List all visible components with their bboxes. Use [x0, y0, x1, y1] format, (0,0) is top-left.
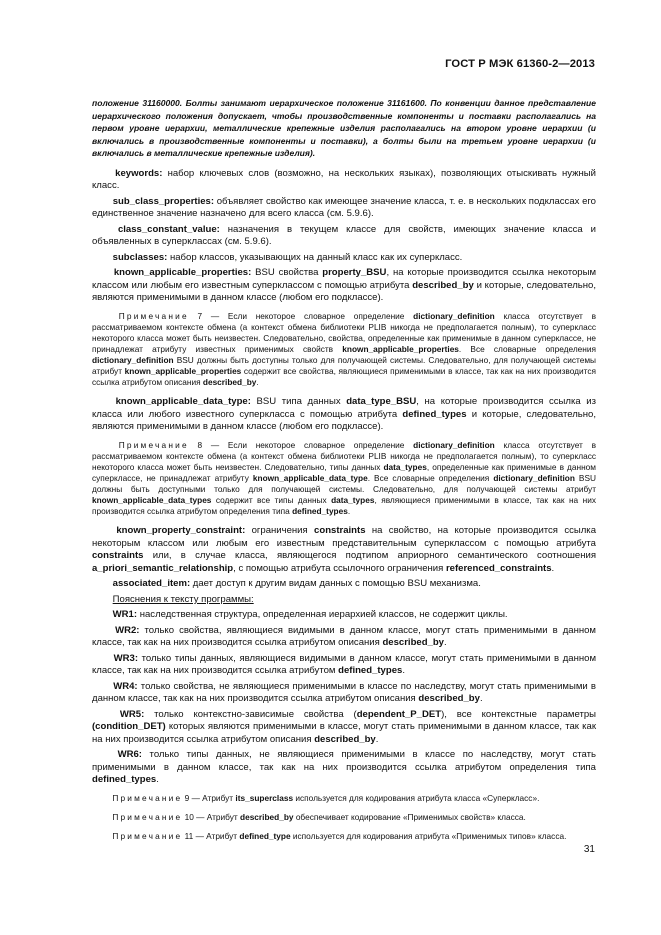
- rule-label: WR4:: [113, 680, 138, 692]
- note-10: [92, 812, 596, 823]
- code-term: a_priori_semantic_relationship: [92, 562, 234, 574]
- term-sub-class-properties: sub_class_properties:: [112, 195, 215, 207]
- text: только типы данных, не являющиеся применимыми в классе по наследству, могут стать применимыми в данном классе, так как на них производится ссылка атрибутом определения типа: [92, 749, 596, 773]
- definition-sub-class-properties: [92, 196, 596, 221]
- code-term: its_superclass: [235, 792, 294, 803]
- term-known-applicable-data-type: known_applicable_data_type:: [115, 396, 251, 408]
- definition-associated-item: [92, 578, 596, 591]
- note-label: Примечание: [118, 439, 189, 450]
- code-term: constraints: [314, 525, 366, 537]
- note-label: Примечание: [112, 831, 183, 841]
- code-term: dictionary_definition: [413, 439, 495, 450]
- note-label: Примечание: [118, 310, 189, 321]
- rule-label: WR5:: [119, 708, 145, 720]
- text: используется для кодирования атрибута «Применимых типов» класса.: [290, 831, 567, 841]
- code-term: described_by: [418, 693, 480, 705]
- term-known-applicable-properties: known_applicable_properties:: [113, 267, 252, 278]
- text: BSU должны быть доступными только для получающей системы. Следовательно, для получающей системы атрибут: [92, 472, 596, 495]
- code-term: data_types: [383, 461, 427, 472]
- text: , определенные как применимые в данном суперклассе, не принадлежат атрибуту: [92, 461, 596, 483]
- term-class-constant-value: class_constant_value:: [117, 223, 220, 235]
- code-term: defined_types: [92, 774, 157, 786]
- text: класса отсутствует в рассматриваемом контексте обмена (а контекст обмена библиотеки PLIB никогда не предполагается полным), то суперкласс некоторого класса может быть неизвестен. Следовательно, свойства, определенные как применимые в данном суперклассе, не принадлежат атрибуту известных применимых свойств: [92, 310, 596, 354]
- definition-known-applicable-data-type: [92, 396, 596, 434]
- text: 11 — Атрибут: [182, 831, 240, 841]
- code-term: referenced_constraints: [445, 562, 552, 574]
- text: .: [156, 774, 159, 786]
- definition-class-constant-value: [92, 224, 596, 249]
- text: только контекстно-зависимые свойства (: [144, 708, 357, 720]
- text: .: [444, 637, 447, 649]
- text: ), все контекстные параметры: [441, 708, 596, 720]
- page-number: 31: [583, 844, 595, 855]
- definition-subclasses: [92, 252, 596, 265]
- text: и которые, следовательно, являются применимыми в данном классе (любом его подклассе).: [92, 408, 596, 433]
- code-term: described_by: [202, 377, 257, 388]
- text: BSU свойства: [251, 267, 323, 278]
- code-term: defined_types: [402, 408, 467, 420]
- text: ограничения: [245, 525, 315, 537]
- code-term: described_by: [382, 637, 444, 649]
- note-label: Примечание: [112, 811, 183, 822]
- page-content: [92, 97, 596, 850]
- code-term: dictionary_definition: [92, 354, 174, 365]
- definition-known-property-constraint: [92, 525, 596, 575]
- code-term: data_type_BSU: [346, 396, 417, 408]
- standard-code-header: ГОСТ Р МЭК 61360-2—2013: [445, 58, 595, 70]
- text: .: [347, 506, 351, 517]
- code-term: data_types: [331, 495, 375, 506]
- text: содержит все свойства, являющиеся применимыми в классе, так как на них производится ссылка атрибутом описания: [92, 365, 596, 388]
- note-11: [92, 831, 596, 842]
- rule-wr1: [92, 609, 596, 622]
- note-7: [92, 311, 596, 389]
- text-class-constant-value: назначения в текущем классе для свойств, имеющих значение класса и объявленных в суперклассах (см. 5.9.6).: [92, 223, 596, 247]
- rule-wr3: [92, 653, 596, 678]
- text: обеспечивает кодирование «Применимых свойств» класса.: [293, 811, 526, 822]
- text: класса отсутствует в рассматриваемом контексте обмена (а контекст обмена библиотеки PLIB никогда не предполагается полным), то суперкласс некоторого класса может быть неизвестен. Следовательно, типы данных: [92, 439, 596, 472]
- term-keywords: keywords:: [115, 167, 163, 179]
- code-term: known_applicable_properties: [124, 365, 242, 376]
- term-known-property-constraint: known_property_constraint:: [116, 525, 246, 537]
- text: и которые, следовательно, являются применимыми в данном классе (любом его подклассе).: [92, 279, 596, 303]
- text: .: [375, 733, 379, 745]
- code-term: known_applicable_properties: [342, 343, 459, 354]
- code-term: described_by: [412, 279, 474, 291]
- text: 8 — Если некоторое словарное определение: [188, 439, 414, 450]
- text: 10 — Атрибут: [182, 811, 241, 822]
- text: наследственная структура, определенная иерархией классов, не содержит циклы.: [137, 609, 508, 621]
- text: только свойства, являющиеся видимыми в данном классе, могут стать применимыми в данном классе, так как на них производится ссылка атрибутом описания: [92, 624, 597, 649]
- explanation-heading-text: Пояснения к тексту программы:: [112, 593, 254, 605]
- note-9: [92, 793, 596, 804]
- code-term: dependent_P_DET: [356, 708, 442, 720]
- code-term: described_by: [240, 811, 294, 822]
- text: , на которые производится ссылка из класса или любого известного суперкласса с помощью атрибута: [92, 396, 597, 420]
- note-label: Примечание: [112, 792, 183, 803]
- code-term: property_BSU: [322, 267, 387, 278]
- term-associated-item: associated_item:: [112, 578, 191, 590]
- code-term: defined_types: [338, 665, 403, 677]
- text: , являющиеся применимыми в классе, так как на них производится ссылка атрибутом определения типа: [92, 495, 596, 517]
- text: 9 — Атрибут: [182, 792, 236, 803]
- explanation-heading: [92, 594, 596, 607]
- text-keywords: набор ключевых слов (возможно, на нескольких языках), позволяющих отыскивать нужный класс.: [92, 167, 597, 191]
- text: используется для кодирования атрибута класса «Суперкласс».: [293, 792, 540, 803]
- text: .: [551, 562, 555, 574]
- code-term: defined_type: [239, 831, 291, 841]
- text: которых являются применимыми в классе, могут стать применимыми в данном классе, так как на них производится ссылка атрибутом описания: [92, 721, 596, 745]
- hierarchy-example-text: положение 31160000. Болты занимают иерархическое положение 31161600. По конвенции данное представление иерархического положения допускает, чтобы производственные компоненты и поставки располагались на первом уровне иерархии, металлические крепежные изделия располагались на втором уровне иерархии (и включались в производственные компоненты и поставки), а болты были на третьем уровне иерархии (и включались в металлические крепежные изделия).: [92, 98, 596, 158]
- rule-label: WR1:: [112, 609, 138, 621]
- code-term: dictionary_definition: [493, 472, 575, 483]
- text: . Все словарные определения: [458, 343, 596, 354]
- text: .: [256, 377, 259, 388]
- text: , на которые производится ссылка некоторым классом или любым его известным суперклассом с помощью атрибута: [92, 267, 597, 291]
- text: BSU должны быть доступны только для получающей системы. Следовательно, для получающей системы атрибут: [92, 354, 596, 376]
- text: или, в случае класса, являющегося подтипом априорного семантического соотношения: [143, 550, 596, 562]
- code-term: defined_types: [292, 506, 348, 517]
- rule-label: WR3:: [113, 652, 139, 664]
- note-8: [92, 440, 596, 518]
- text: , с помощью атрибута ссылочного ограничения: [233, 562, 446, 574]
- text: содержит все типы данных: [211, 495, 332, 506]
- rule-wr2: [92, 625, 596, 650]
- text: только типы данных, являющиеся видимыми в данном классе, могут стать применимыми в данном классе, так как на них производится ссылка атрибутом: [92, 652, 597, 677]
- text: 7 — Если некоторое словарное определение: [188, 310, 414, 321]
- rule-label: WR2:: [115, 624, 140, 636]
- text: BSU типа данных: [250, 396, 347, 408]
- text: дает доступ к другим видам данных с помощью BSU механизма.: [190, 578, 481, 590]
- rule-label: WR6:: [117, 749, 142, 761]
- text: . Все словарные определения: [367, 472, 494, 483]
- definition-keywords: [92, 168, 596, 193]
- term-subclasses: subclasses:: [112, 251, 168, 263]
- code-term: described_by: [314, 733, 376, 745]
- text-sub-class-properties: объявляет свойство как имеющее значение класса, т. е. в нескольких подклассах его единственное значение назначено для всего класса (см. 5.9.6).: [92, 195, 596, 219]
- rule-wr6: [92, 749, 596, 787]
- text: на свойство, на которые производится ссылка некоторым классом или любым его известным представительным суперклассом с помощью атрибута: [92, 525, 597, 549]
- code-term: known_applicable_data_types: [92, 495, 212, 506]
- definition-known-applicable-properties: [92, 267, 596, 305]
- rule-wr4: [92, 681, 596, 706]
- code-term: (condition_DET): [92, 721, 166, 733]
- code-term: constraints: [92, 550, 144, 562]
- rule-wr5: [92, 709, 596, 747]
- code-term: known_applicable_data_type: [252, 472, 368, 483]
- text: .: [402, 665, 405, 677]
- text: .: [479, 693, 483, 705]
- text-subclasses: набор классов, указывающих на данный класс как их суперкласс.: [167, 251, 463, 263]
- code-term: dictionary_definition: [413, 310, 495, 321]
- text: только свойства, не являющиеся применимыми в классе по наследству, могут стать применимыми в данном классе, так как на них производится ссылка атрибутом описания: [92, 680, 596, 705]
